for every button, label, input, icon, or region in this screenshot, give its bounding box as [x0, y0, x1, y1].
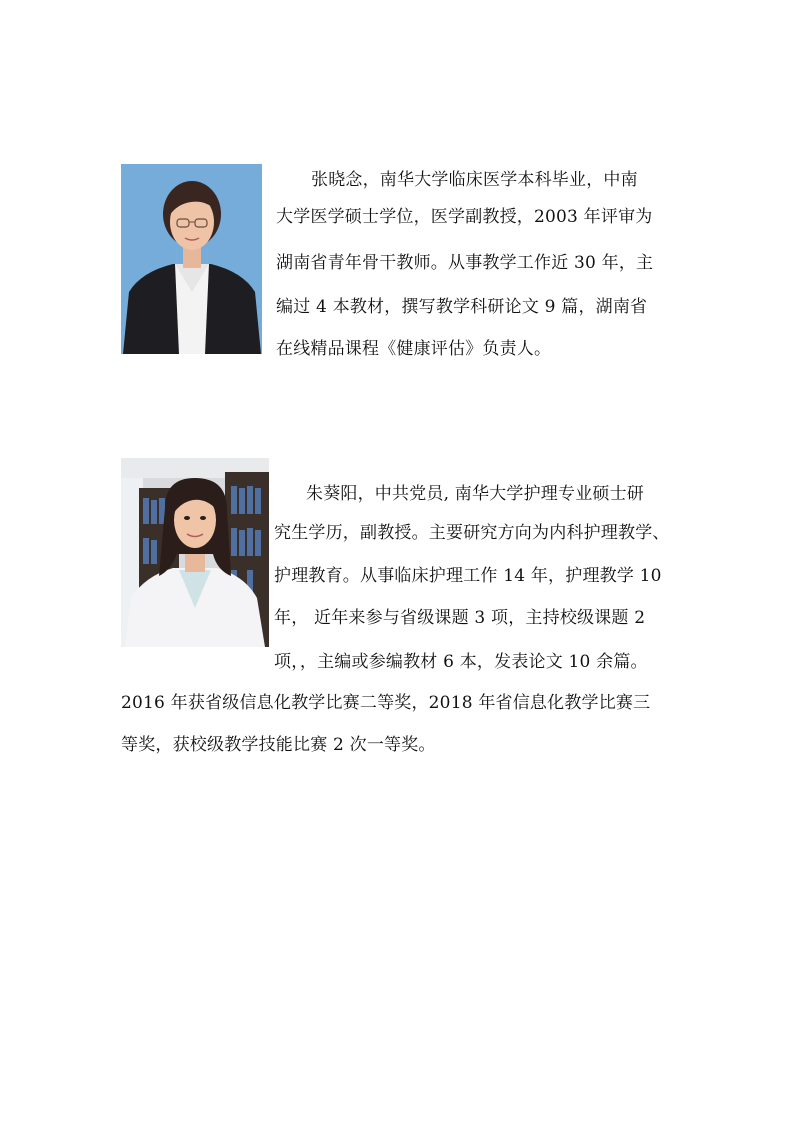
text-line: 2016 年获省级信息化教学比赛二等奖，2018 年省信息化教学比赛三 — [121, 693, 651, 713]
text-line: 项，，主编或参编教材 6 本，发表论文 10 余篇。 — [274, 652, 648, 672]
profile-photo-zhang — [121, 164, 262, 354]
text-line: 大学医学硕士学位，医学副教授，2003 年评审为 — [276, 207, 653, 227]
text-line: 护理教育。从事临床护理工作 14 年，护理教学 10 — [274, 566, 662, 586]
text-line: 年， 近年来参与省级课题 3 项，主持校级课题 2 — [274, 608, 646, 628]
profile-photo-zhu — [121, 458, 269, 647]
text-line: 究生学历，副教授。主要研究方向为内科护理教学、 — [274, 523, 670, 543]
portrait-image — [121, 164, 262, 354]
portrait-image — [121, 458, 269, 647]
text-line: 等奖，获校级教学技能比赛 2 次一等奖。 — [121, 735, 436, 755]
text-line: 编过 4 本教材，撰写教学科研论文 9 篇，湖南省 — [276, 297, 648, 317]
text-line: 湖南省青年骨干教师。从事教学工作近 30 年，主 — [276, 253, 654, 273]
text-line: 在线精品课程《健康评估》负责人。 — [276, 339, 552, 359]
text-line: 张晓念，南华大学临床医学本科毕业，中南 — [311, 170, 638, 190]
text-line: 朱葵阳，中共党员, 南华大学护理专业硕士研 — [306, 484, 645, 504]
